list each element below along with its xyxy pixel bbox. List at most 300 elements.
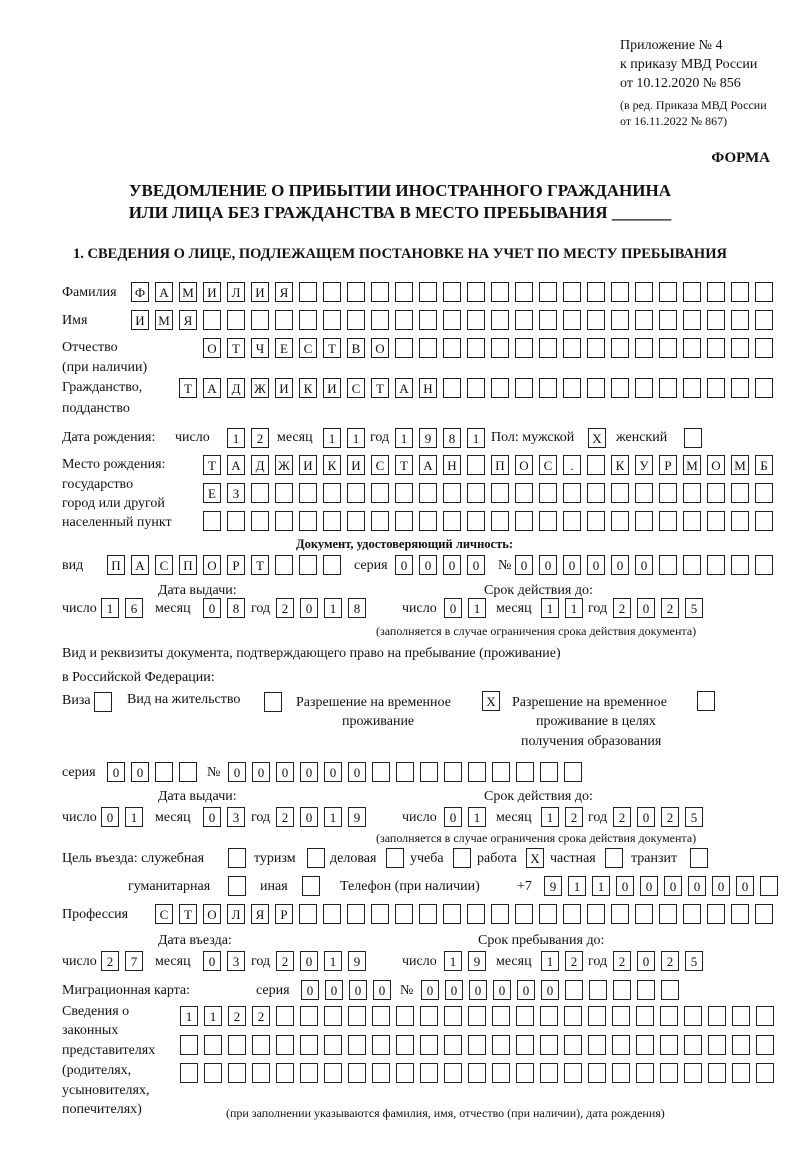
char-cell[interactable] <box>516 1006 534 1026</box>
char-cell[interactable]: 5 <box>685 598 703 618</box>
char-cell[interactable]: 0 <box>640 876 658 896</box>
char-cell[interactable] <box>372 1035 390 1055</box>
char-cell[interactable] <box>516 1063 534 1083</box>
char-cell[interactable] <box>731 511 749 531</box>
char-cell[interactable]: 0 <box>637 598 655 618</box>
char-cell[interactable] <box>396 762 414 782</box>
char-cell[interactable] <box>251 310 269 330</box>
char-cell[interactable] <box>491 338 509 358</box>
char-cell[interactable] <box>372 1006 390 1026</box>
char-cell[interactable] <box>564 1063 582 1083</box>
char-cell[interactable]: 1 <box>324 598 342 618</box>
char-cell[interactable] <box>756 1006 774 1026</box>
char-cell[interactable] <box>276 1035 294 1055</box>
char-cell[interactable] <box>732 1035 750 1055</box>
char-cell[interactable]: Ч <box>251 338 269 358</box>
char-cell[interactable]: 8 <box>443 428 461 448</box>
char-cell[interactable] <box>659 310 677 330</box>
char-cell[interactable] <box>348 1035 366 1055</box>
char-cell[interactable] <box>515 904 533 924</box>
char-cell[interactable]: 0 <box>587 555 605 575</box>
char-cell[interactable] <box>683 555 701 575</box>
char-cell[interactable] <box>637 980 655 1000</box>
char-cell[interactable]: 0 <box>688 876 706 896</box>
char-cell[interactable]: Л <box>227 282 245 302</box>
checkbox-cell[interactable] <box>228 876 246 896</box>
char-cell[interactable] <box>612 1063 630 1083</box>
char-cell[interactable] <box>251 483 269 503</box>
char-cell[interactable] <box>683 904 701 924</box>
char-cell[interactable]: Ж <box>275 455 293 475</box>
char-cell[interactable] <box>635 378 653 398</box>
char-cell[interactable] <box>467 338 485 358</box>
char-cell[interactable] <box>371 904 389 924</box>
char-cell[interactable] <box>635 483 653 503</box>
char-cell[interactable] <box>540 762 558 782</box>
char-cell[interactable]: 7 <box>125 951 143 971</box>
char-cell[interactable]: Л <box>227 904 245 924</box>
char-cell[interactable]: 6 <box>125 598 143 618</box>
char-cell[interactable]: 2 <box>613 951 631 971</box>
char-cell[interactable]: 0 <box>252 762 270 782</box>
char-cell[interactable]: А <box>395 378 413 398</box>
char-cell[interactable] <box>731 483 749 503</box>
char-cell[interactable] <box>347 904 365 924</box>
char-cell[interactable] <box>444 1006 462 1026</box>
char-cell[interactable] <box>492 762 510 782</box>
char-cell[interactable] <box>396 1035 414 1055</box>
char-cell[interactable] <box>708 1035 726 1055</box>
char-cell[interactable] <box>587 378 605 398</box>
char-cell[interactable] <box>419 310 437 330</box>
char-cell[interactable] <box>491 282 509 302</box>
char-cell[interactable]: А <box>227 455 245 475</box>
char-cell[interactable]: П <box>491 455 509 475</box>
char-cell[interactable] <box>756 1035 774 1055</box>
char-cell[interactable]: Т <box>251 555 269 575</box>
char-cell[interactable]: 1 <box>541 807 559 827</box>
char-cell[interactable]: 1 <box>592 876 610 896</box>
char-cell[interactable]: 1 <box>347 428 365 448</box>
char-cell[interactable]: 1 <box>568 876 586 896</box>
char-cell[interactable]: 0 <box>541 980 559 1000</box>
char-cell[interactable]: 9 <box>419 428 437 448</box>
char-cell[interactable]: К <box>323 455 341 475</box>
char-cell[interactable]: 0 <box>515 555 533 575</box>
char-cell[interactable]: 2 <box>251 428 269 448</box>
char-cell[interactable]: 0 <box>635 555 653 575</box>
char-cell[interactable] <box>755 555 773 575</box>
char-cell[interactable] <box>252 1035 270 1055</box>
char-cell[interactable]: С <box>299 338 317 358</box>
char-cell[interactable] <box>420 762 438 782</box>
char-cell[interactable] <box>707 555 725 575</box>
char-cell[interactable]: 0 <box>664 876 682 896</box>
char-cell[interactable] <box>611 904 629 924</box>
char-cell[interactable]: 1 <box>444 951 462 971</box>
char-cell[interactable] <box>659 483 677 503</box>
char-cell[interactable] <box>661 980 679 1000</box>
checkbox-cell[interactable] <box>690 848 708 868</box>
char-cell[interactable] <box>707 511 725 531</box>
char-cell[interactable] <box>372 762 390 782</box>
char-cell[interactable]: 0 <box>443 555 461 575</box>
char-cell[interactable] <box>515 483 533 503</box>
char-cell[interactable]: 9 <box>468 951 486 971</box>
checkbox-cell[interactable] <box>605 848 623 868</box>
char-cell[interactable]: В <box>347 338 365 358</box>
char-cell[interactable]: Р <box>659 455 677 475</box>
char-cell[interactable] <box>659 378 677 398</box>
char-cell[interactable] <box>468 762 486 782</box>
char-cell[interactable] <box>323 555 341 575</box>
char-cell[interactable] <box>659 904 677 924</box>
char-cell[interactable] <box>348 1006 366 1026</box>
char-cell[interactable] <box>515 282 533 302</box>
char-cell[interactable]: А <box>419 455 437 475</box>
char-cell[interactable]: 2 <box>276 951 294 971</box>
char-cell[interactable] <box>492 1035 510 1055</box>
checkbox-cell[interactable] <box>94 692 112 712</box>
char-cell[interactable]: 8 <box>348 598 366 618</box>
char-cell[interactable]: 2 <box>252 1006 270 1026</box>
char-cell[interactable]: О <box>203 555 221 575</box>
char-cell[interactable]: 1 <box>468 598 486 618</box>
char-cell[interactable]: И <box>347 455 365 475</box>
char-cell[interactable] <box>731 378 749 398</box>
char-cell[interactable] <box>323 483 341 503</box>
char-cell[interactable] <box>515 511 533 531</box>
char-cell[interactable]: М <box>155 310 173 330</box>
checkbox-cell[interactable] <box>228 848 246 868</box>
char-cell[interactable] <box>683 310 701 330</box>
char-cell[interactable]: Т <box>179 378 197 398</box>
char-cell[interactable]: С <box>371 455 389 475</box>
char-cell[interactable]: 0 <box>616 876 634 896</box>
char-cell[interactable] <box>539 378 557 398</box>
char-cell[interactable] <box>467 904 485 924</box>
char-cell[interactable] <box>563 310 581 330</box>
char-cell[interactable]: Т <box>371 378 389 398</box>
char-cell[interactable] <box>204 1035 222 1055</box>
char-cell[interactable] <box>420 1063 438 1083</box>
char-cell[interactable] <box>660 1063 678 1083</box>
char-cell[interactable]: Е <box>203 483 221 503</box>
char-cell[interactable]: Т <box>395 455 413 475</box>
char-cell[interactable] <box>708 1006 726 1026</box>
char-cell[interactable] <box>227 310 245 330</box>
char-cell[interactable] <box>755 338 773 358</box>
char-cell[interactable] <box>564 762 582 782</box>
char-cell[interactable]: 0 <box>300 598 318 618</box>
char-cell[interactable] <box>395 904 413 924</box>
char-cell[interactable] <box>155 762 173 782</box>
char-cell[interactable] <box>756 1063 774 1083</box>
char-cell[interactable] <box>180 1035 198 1055</box>
char-cell[interactable] <box>684 1006 702 1026</box>
char-cell[interactable] <box>228 1063 246 1083</box>
char-cell[interactable]: 2 <box>276 598 294 618</box>
char-cell[interactable]: 1 <box>395 428 413 448</box>
checkbox-cell[interactable]: X <box>482 691 500 711</box>
char-cell[interactable] <box>707 310 725 330</box>
char-cell[interactable] <box>539 310 557 330</box>
char-cell[interactable] <box>587 455 605 475</box>
char-cell[interactable] <box>515 378 533 398</box>
char-cell[interactable] <box>587 483 605 503</box>
char-cell[interactable] <box>347 511 365 531</box>
char-cell[interactable] <box>540 1063 558 1083</box>
char-cell[interactable]: 0 <box>469 980 487 1000</box>
char-cell[interactable]: 1 <box>467 428 485 448</box>
char-cell[interactable] <box>395 310 413 330</box>
char-cell[interactable]: 0 <box>395 555 413 575</box>
char-cell[interactable] <box>659 511 677 531</box>
char-cell[interactable]: 0 <box>325 980 343 1000</box>
char-cell[interactable] <box>299 904 317 924</box>
checkbox-cell[interactable] <box>453 848 471 868</box>
char-cell[interactable] <box>612 1035 630 1055</box>
char-cell[interactable] <box>731 310 749 330</box>
char-cell[interactable]: 2 <box>661 807 679 827</box>
char-cell[interactable] <box>491 378 509 398</box>
char-cell[interactable] <box>491 310 509 330</box>
char-cell[interactable] <box>564 1035 582 1055</box>
char-cell[interactable]: И <box>323 378 341 398</box>
char-cell[interactable] <box>515 338 533 358</box>
char-cell[interactable]: А <box>131 555 149 575</box>
char-cell[interactable] <box>467 455 485 475</box>
char-cell[interactable] <box>395 282 413 302</box>
char-cell[interactable]: Д <box>251 455 269 475</box>
char-cell[interactable]: И <box>251 282 269 302</box>
checkbox-cell[interactable] <box>684 428 702 448</box>
char-cell[interactable] <box>565 980 583 1000</box>
char-cell[interactable]: 1 <box>541 598 559 618</box>
char-cell[interactable] <box>589 980 607 1000</box>
char-cell[interactable] <box>443 378 461 398</box>
char-cell[interactable] <box>492 1006 510 1026</box>
char-cell[interactable]: 1 <box>565 598 583 618</box>
char-cell[interactable]: 9 <box>544 876 562 896</box>
char-cell[interactable] <box>420 1006 438 1026</box>
char-cell[interactable] <box>420 1035 438 1055</box>
char-cell[interactable] <box>611 378 629 398</box>
char-cell[interactable]: 2 <box>661 598 679 618</box>
char-cell[interactable] <box>731 282 749 302</box>
char-cell[interactable] <box>443 904 461 924</box>
char-cell[interactable] <box>299 483 317 503</box>
char-cell[interactable]: 2 <box>101 951 119 971</box>
char-cell[interactable]: 0 <box>203 598 221 618</box>
char-cell[interactable]: П <box>107 555 125 575</box>
char-cell[interactable] <box>563 904 581 924</box>
char-cell[interactable] <box>539 511 557 531</box>
char-cell[interactable]: Н <box>443 455 461 475</box>
char-cell[interactable] <box>755 904 773 924</box>
char-cell[interactable] <box>419 483 437 503</box>
char-cell[interactable] <box>683 483 701 503</box>
char-cell[interactable] <box>563 511 581 531</box>
char-cell[interactable]: 0 <box>736 876 754 896</box>
char-cell[interactable] <box>324 1063 342 1083</box>
char-cell[interactable] <box>564 1006 582 1026</box>
char-cell[interactable] <box>707 338 725 358</box>
char-cell[interactable]: 0 <box>517 980 535 1000</box>
char-cell[interactable] <box>563 483 581 503</box>
char-cell[interactable] <box>613 980 631 1000</box>
char-cell[interactable] <box>636 1035 654 1055</box>
char-cell[interactable] <box>635 310 653 330</box>
char-cell[interactable]: 0 <box>467 555 485 575</box>
char-cell[interactable] <box>612 1006 630 1026</box>
char-cell[interactable]: А <box>203 378 221 398</box>
char-cell[interactable] <box>395 483 413 503</box>
char-cell[interactable] <box>251 511 269 531</box>
char-cell[interactable]: 0 <box>131 762 149 782</box>
char-cell[interactable]: Т <box>179 904 197 924</box>
char-cell[interactable] <box>515 310 533 330</box>
char-cell[interactable]: И <box>299 455 317 475</box>
char-cell[interactable] <box>707 483 725 503</box>
char-cell[interactable]: Д <box>227 378 245 398</box>
char-cell[interactable] <box>324 1035 342 1055</box>
char-cell[interactable] <box>563 378 581 398</box>
char-cell[interactable] <box>395 338 413 358</box>
char-cell[interactable] <box>395 511 413 531</box>
checkbox-cell[interactable]: X <box>526 848 544 868</box>
char-cell[interactable]: 1 <box>324 951 342 971</box>
char-cell[interactable] <box>539 338 557 358</box>
char-cell[interactable]: 0 <box>637 807 655 827</box>
char-cell[interactable] <box>587 511 605 531</box>
char-cell[interactable] <box>323 511 341 531</box>
char-cell[interactable]: 0 <box>228 762 246 782</box>
char-cell[interactable] <box>227 511 245 531</box>
char-cell[interactable] <box>444 1035 462 1055</box>
char-cell[interactable] <box>539 282 557 302</box>
char-cell[interactable]: А <box>155 282 173 302</box>
char-cell[interactable] <box>611 282 629 302</box>
char-cell[interactable]: 3 <box>227 807 245 827</box>
char-cell[interactable] <box>276 1063 294 1083</box>
char-cell[interactable] <box>660 1035 678 1055</box>
char-cell[interactable] <box>708 1063 726 1083</box>
char-cell[interactable]: Я <box>251 904 269 924</box>
char-cell[interactable] <box>275 511 293 531</box>
char-cell[interactable] <box>588 1006 606 1026</box>
char-cell[interactable] <box>731 338 749 358</box>
char-cell[interactable] <box>587 310 605 330</box>
char-cell[interactable] <box>347 483 365 503</box>
char-cell[interactable] <box>468 1063 486 1083</box>
char-cell[interactable]: 0 <box>300 807 318 827</box>
checkbox-cell[interactable] <box>386 848 404 868</box>
char-cell[interactable]: З <box>227 483 245 503</box>
char-cell[interactable]: 1 <box>101 598 119 618</box>
char-cell[interactable]: 0 <box>107 762 125 782</box>
char-cell[interactable] <box>516 1035 534 1055</box>
char-cell[interactable]: 1 <box>204 1006 222 1026</box>
checkbox-cell[interactable]: X <box>588 428 606 448</box>
char-cell[interactable]: 2 <box>661 951 679 971</box>
char-cell[interactable]: С <box>347 378 365 398</box>
char-cell[interactable]: 2 <box>613 807 631 827</box>
char-cell[interactable]: 0 <box>421 980 439 1000</box>
char-cell[interactable]: С <box>155 904 173 924</box>
char-cell[interactable] <box>179 762 197 782</box>
char-cell[interactable] <box>611 511 629 531</box>
char-cell[interactable] <box>684 1035 702 1055</box>
char-cell[interactable]: 0 <box>300 762 318 782</box>
char-cell[interactable] <box>732 1006 750 1026</box>
char-cell[interactable] <box>540 1035 558 1055</box>
char-cell[interactable]: Я <box>179 310 197 330</box>
char-cell[interactable]: 0 <box>203 951 221 971</box>
char-cell[interactable] <box>299 310 317 330</box>
char-cell[interactable]: Т <box>227 338 245 358</box>
char-cell[interactable] <box>300 1035 318 1055</box>
char-cell[interactable]: 0 <box>712 876 730 896</box>
char-cell[interactable]: 1 <box>541 951 559 971</box>
char-cell[interactable] <box>204 1063 222 1083</box>
checkbox-cell[interactable] <box>307 848 325 868</box>
char-cell[interactable] <box>467 511 485 531</box>
char-cell[interactable] <box>444 762 462 782</box>
char-cell[interactable]: Р <box>227 555 245 575</box>
char-cell[interactable]: 0 <box>444 598 462 618</box>
char-cell[interactable] <box>323 310 341 330</box>
char-cell[interactable] <box>371 483 389 503</box>
char-cell[interactable] <box>299 282 317 302</box>
char-cell[interactable] <box>707 282 725 302</box>
char-cell[interactable]: Т <box>203 455 221 475</box>
char-cell[interactable] <box>467 378 485 398</box>
char-cell[interactable] <box>300 1063 318 1083</box>
char-cell[interactable]: К <box>611 455 629 475</box>
char-cell[interactable] <box>587 338 605 358</box>
char-cell[interactable]: М <box>179 282 197 302</box>
checkbox-cell[interactable] <box>302 876 320 896</box>
char-cell[interactable]: 0 <box>445 980 463 1000</box>
char-cell[interactable]: С <box>155 555 173 575</box>
char-cell[interactable] <box>659 282 677 302</box>
char-cell[interactable] <box>323 282 341 302</box>
char-cell[interactable]: 5 <box>685 951 703 971</box>
char-cell[interactable] <box>443 511 461 531</box>
char-cell[interactable] <box>468 1035 486 1055</box>
char-cell[interactable] <box>252 1063 270 1083</box>
char-cell[interactable] <box>468 1006 486 1026</box>
char-cell[interactable]: 0 <box>419 555 437 575</box>
char-cell[interactable]: 0 <box>324 762 342 782</box>
char-cell[interactable] <box>275 483 293 503</box>
char-cell[interactable] <box>347 310 365 330</box>
char-cell[interactable]: 9 <box>348 951 366 971</box>
char-cell[interactable] <box>635 338 653 358</box>
char-cell[interactable] <box>491 483 509 503</box>
char-cell[interactable]: Т <box>323 338 341 358</box>
char-cell[interactable]: 0 <box>444 807 462 827</box>
char-cell[interactable]: Ф <box>131 282 149 302</box>
char-cell[interactable] <box>731 555 749 575</box>
char-cell[interactable]: 9 <box>348 807 366 827</box>
char-cell[interactable]: И <box>203 282 221 302</box>
char-cell[interactable]: 0 <box>611 555 629 575</box>
char-cell[interactable]: 0 <box>301 980 319 1000</box>
char-cell[interactable]: 2 <box>565 951 583 971</box>
char-cell[interactable] <box>635 511 653 531</box>
